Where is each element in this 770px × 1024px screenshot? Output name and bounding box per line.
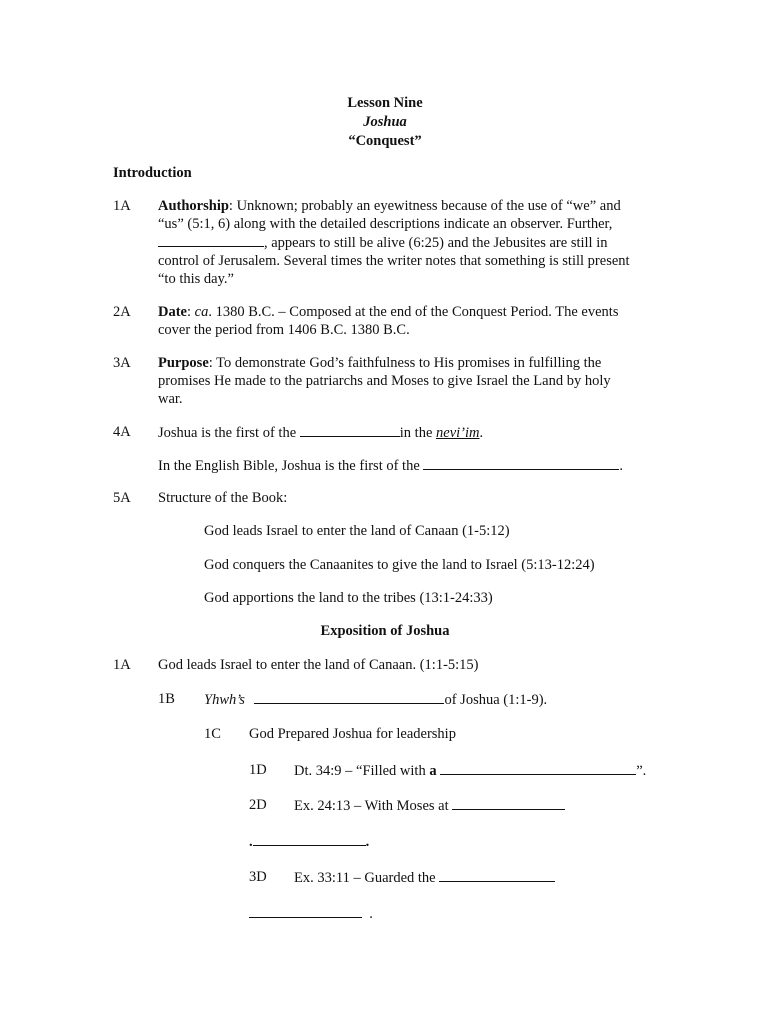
fill-in-blank — [254, 690, 444, 704]
book-subtitle: “Conquest” — [348, 133, 422, 149]
fill-in-blank — [249, 904, 362, 918]
outline-1d: Dt. 34:9 – “Filled with a ”. — [294, 763, 647, 779]
date-label: Date — [158, 304, 187, 320]
exposition-heading: Exposition of Joshua — [320, 623, 450, 639]
item-number: 4A — [113, 424, 131, 440]
item-number: 5A — [113, 490, 131, 506]
item-number: 3A — [113, 355, 131, 371]
outline-1a: God leads Israel to enter the land of Canaan. (1:1-5:15) — [158, 657, 479, 673]
fill-in-blank — [300, 423, 400, 437]
fill-in-blank — [439, 868, 555, 882]
authorship-paragraph: Authorship: Unknown; probably an eyewitness because of the use of “we” and “us” (5:1, 6) along with the detailed descriptions indicate an observer. Further, , appears to still be alive (6:25) and the Jebusites are still in control of Jerusalem. Several times the writer notes that something is still present “to this day.” — [158, 198, 630, 287]
item-number: 1D — [249, 762, 267, 778]
outline-1b: Yhwh’s of Joshua (1:1-9). — [204, 692, 548, 708]
item-number: 1B — [158, 691, 175, 707]
fill-in-blank — [440, 761, 636, 775]
english-bible-line: In the English Bible, Joshua is the first of the . — [158, 458, 624, 474]
title-block — [0, 94, 770, 151]
item-number: 2A — [113, 304, 131, 320]
item-number: 2D — [249, 797, 267, 813]
item-number: 3D — [249, 869, 267, 885]
introduction-heading: Introduction — [113, 165, 192, 181]
purpose-label: Purpose — [158, 355, 209, 371]
outline-1c: God Prepared Joshua for leadership — [249, 726, 456, 742]
fill-in-blank — [452, 796, 565, 810]
date-paragraph: Date: ca. 1380 B.C. – Composed at the end of the Conquest Period. The events cover the period from 1406 B.C. 1380 B.C. — [158, 304, 619, 338]
structure-label: Structure of the Book: — [158, 490, 288, 506]
fill-in-blank — [423, 456, 619, 470]
outline-2d: Ex. 24:13 – With Moses at — [294, 796, 565, 815]
outline-2d-continued: . . — [249, 834, 370, 850]
fill-in-blank — [253, 832, 366, 846]
neviim-line: Joshua is the first of the in the nevi’im. — [158, 425, 484, 441]
purpose-paragraph: Purpose: To demonstrate God’s faithfulness to His promises in fulfilling the promises He made to the patriarchs and Moses to give Israel the Land by holy war. — [158, 355, 611, 407]
outline-3d: Ex. 33:11 – Guarded the — [294, 868, 555, 887]
item-number: 1A — [113, 657, 131, 673]
book-title: Joshua — [363, 114, 407, 130]
lesson-title: Lesson Nine — [347, 95, 423, 111]
structure-item: God leads Israel to enter the land of Canaan (1-5:12) — [204, 523, 510, 539]
structure-item: God apportions the land to the tribes (13:1-24:33) — [204, 590, 493, 606]
structure-item: God conquers the Canaanites to give the land to Israel (5:13-12:24) — [204, 557, 595, 573]
fill-in-blank — [158, 233, 264, 247]
item-number: 1A — [113, 198, 131, 214]
authorship-label: Authorship — [158, 198, 229, 214]
item-number: 1C — [204, 726, 221, 742]
outline-3d-continued: . — [249, 904, 373, 923]
